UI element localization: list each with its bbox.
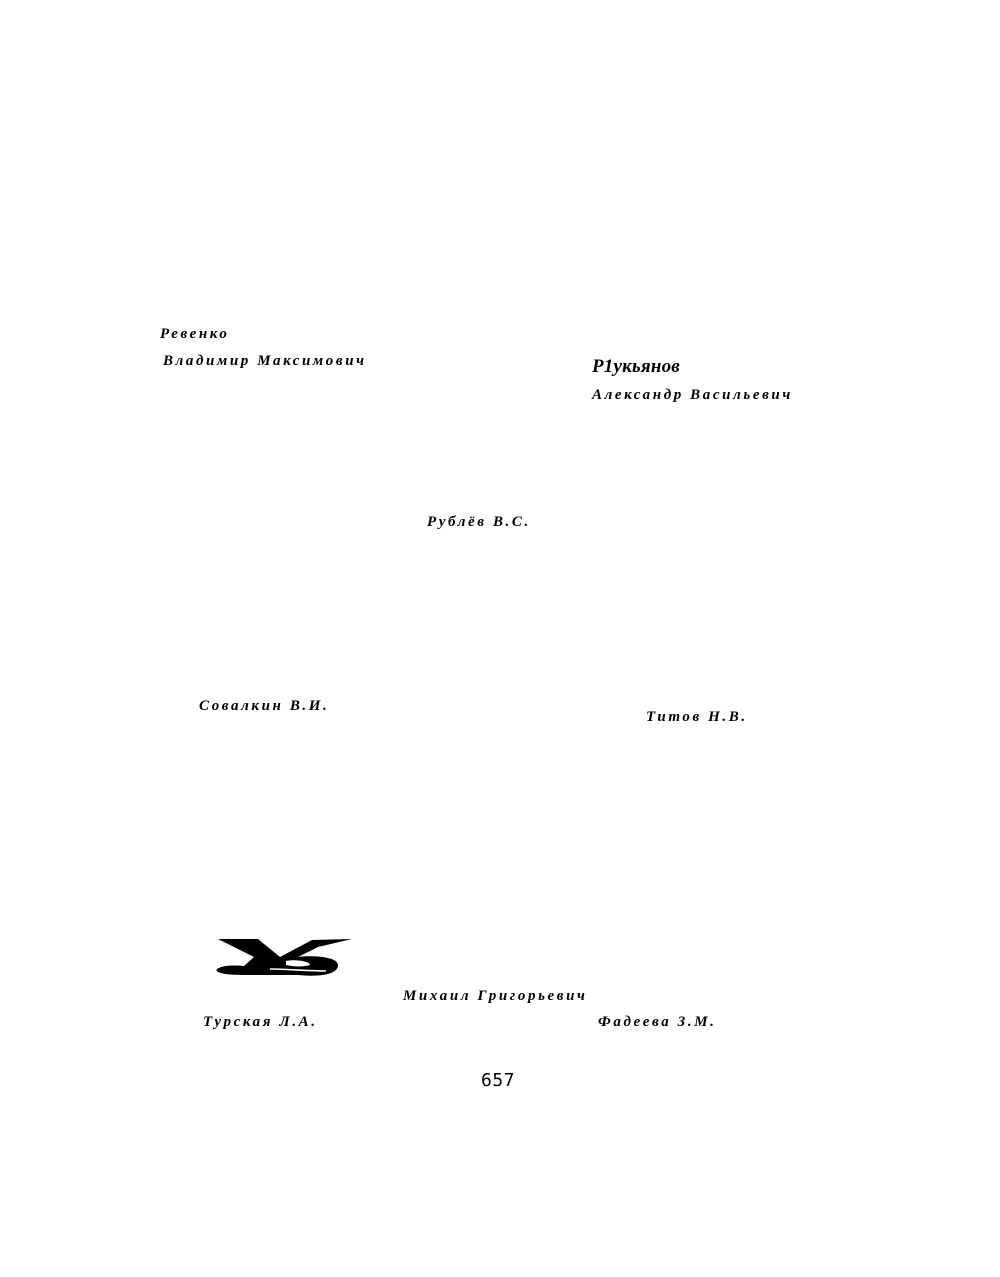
signature-mark (214, 935, 354, 981)
name-lukyanov-given: Александр Васильевич (592, 387, 793, 403)
name-mikhail-given: Михаил Григорьевич (403, 988, 588, 1004)
page-number: 657 (481, 1070, 516, 1091)
name-turskaya: Турская Л.А. (203, 1014, 318, 1030)
name-revenko-given: Владимир Максимович (163, 353, 367, 369)
name-sovalkin: Совалкин В.И. (199, 698, 330, 714)
name-fadeeva: Фадеева З.М. (598, 1014, 717, 1030)
name-lukyanov-surname: Р1укьянов (592, 356, 680, 377)
name-rublev: Рублёв В.С. (427, 514, 531, 530)
name-revenko-surname: Ревенко (160, 326, 230, 342)
name-titov: Титов Н.В. (646, 709, 748, 725)
